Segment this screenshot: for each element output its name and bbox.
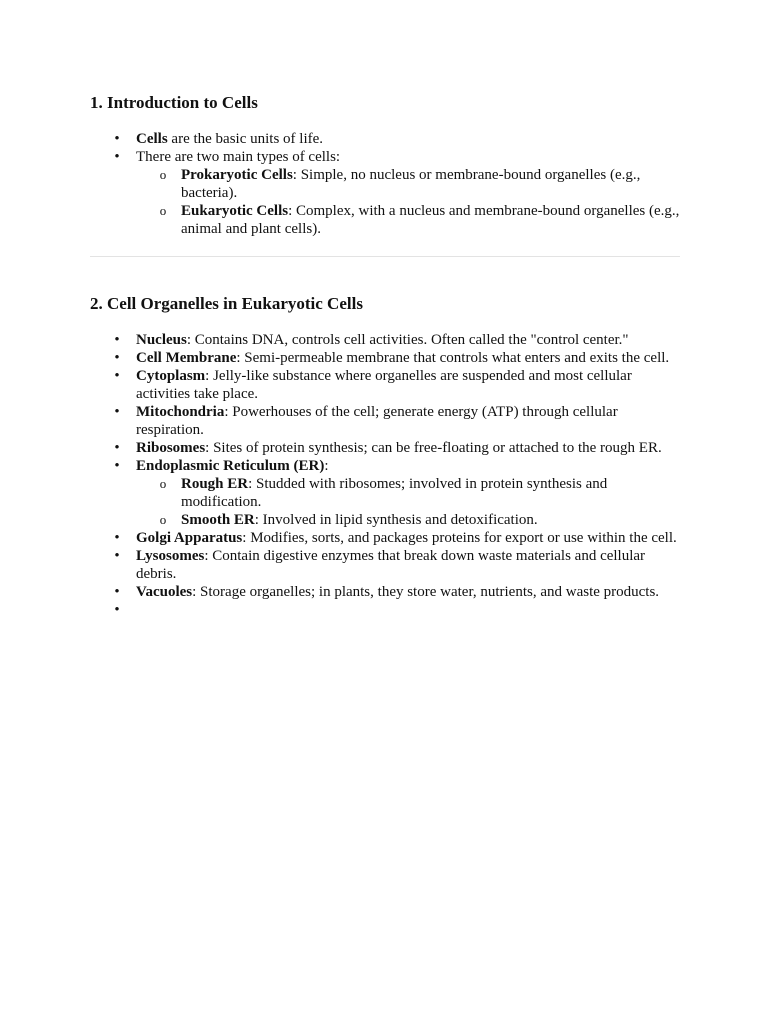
- bullet-icon: •: [114, 530, 120, 546]
- sublist-item: [136, 202, 680, 238]
- list-item: [90, 403, 680, 439]
- circle-bullet-icon: o: [159, 167, 167, 182]
- bullet-icon: •: [114, 368, 120, 384]
- definition: : Complex, with a nucleus and membrane-bound organelles (e.g., animal and plant cells).: [181, 203, 680, 237]
- term: Golgi Apparatus: [136, 530, 243, 546]
- definition: : Storage organelles; in plants, they store water, nutrients, and waste products.: [192, 584, 660, 600]
- list-item: [90, 457, 680, 529]
- bullet-icon: •: [114, 584, 120, 600]
- bullet-icon: •: [114, 332, 120, 348]
- definition: : Involved in lipid synthesis and detoxification.: [254, 512, 538, 528]
- sublist-item: [136, 511, 680, 529]
- er-sublist: [136, 475, 680, 529]
- cell-types-sublist: [136, 166, 680, 238]
- definition: : Contain digestive enzymes that break down waste materials and cellular debris.: [136, 548, 646, 582]
- intro-list: [90, 130, 680, 238]
- definition: :: [324, 458, 329, 474]
- list-item: [90, 529, 680, 547]
- term: Prokaryotic Cells: [181, 167, 293, 183]
- definition: : Powerhouses of the cell; generate energy (ATP) through cellular respiration.: [136, 404, 618, 438]
- bullet-icon: •: [114, 404, 120, 420]
- term: Nucleus: [136, 332, 187, 348]
- list-item: [90, 367, 680, 403]
- term: Eukaryotic Cells: [181, 203, 289, 219]
- term: Cells: [136, 131, 168, 147]
- sublist-item: [136, 475, 680, 511]
- bullet-icon: •: [114, 602, 120, 618]
- section-1-heading: 1. Introduction to Cells: [90, 93, 258, 112]
- list-item: [90, 331, 680, 349]
- term: Cytoplasm: [136, 368, 206, 384]
- section-2-heading: 2. Cell Organelles in Eukaryotic Cells: [90, 294, 363, 313]
- term: Smooth ER: [181, 512, 255, 528]
- circle-bullet-icon: o: [159, 476, 167, 491]
- term: Endoplasmic Reticulum (ER): [136, 458, 325, 474]
- term: Ribosomes: [136, 440, 206, 456]
- circle-bullet-icon: o: [159, 203, 167, 218]
- organelles-list: [90, 331, 680, 619]
- sublist-item: [136, 166, 680, 202]
- definition: : Modifies, sorts, and packages proteins for export or use within the cell.: [242, 530, 677, 546]
- bullet-icon: •: [114, 458, 120, 474]
- section-divider: [90, 256, 680, 257]
- bullet-icon: •: [114, 440, 120, 456]
- bullet-icon: •: [114, 149, 120, 165]
- term: Vacuoles: [136, 584, 193, 600]
- list-item: [90, 583, 680, 601]
- circle-bullet-icon: o: [159, 512, 167, 527]
- definition: : Studded with ribosomes; involved in protein synthesis and modification.: [181, 476, 608, 510]
- list-item: [90, 439, 680, 457]
- term: Rough ER: [181, 476, 249, 492]
- empty-list-item: [90, 601, 680, 619]
- term: Lysosomes: [136, 548, 205, 564]
- definition: : Contains DNA, controls cell activities. Often called the "control center.": [186, 332, 629, 348]
- definition: : Semi-permeable membrane that controls what enters and exits the cell.: [236, 350, 670, 366]
- bullet-icon: •: [114, 131, 120, 147]
- list-item: [90, 547, 680, 583]
- list-item: [90, 349, 680, 367]
- definition: are the basic units of life.: [167, 131, 324, 147]
- definition: : Simple, no nucleus or membrane-bound organelles (e.g., bacteria).: [181, 167, 641, 201]
- bullet-icon: •: [114, 548, 120, 564]
- definition: : Sites of protein synthesis; can be free-floating or attached to the rough ER.: [205, 440, 662, 456]
- term: Mitochondria: [136, 404, 225, 420]
- definition: There are two main types of cells:: [136, 149, 341, 165]
- term: Cell Membrane: [136, 350, 237, 366]
- list-item: [90, 148, 680, 238]
- list-item: [90, 130, 680, 148]
- bullet-icon: •: [114, 350, 120, 366]
- definition: : Jelly-like substance where organelles are suspended and most cellular activities take place.: [136, 368, 632, 402]
